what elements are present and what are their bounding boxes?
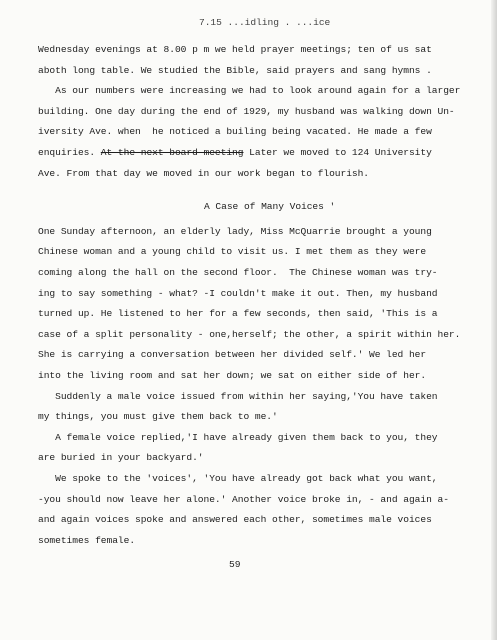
text-line: aboth long table. We studied the Bible, said prayers and sang hymns . <box>38 64 432 76</box>
text-line: coming along the hall on the second floor. The Chinese woman was try- <box>38 267 438 278</box>
text-line: We spoke to the 'voices', 'You have already got back what you want, <box>38 473 438 484</box>
text-line: One Sunday afternoon, an elderly lady, Miss McQuarrie brought a young <box>38 225 432 237</box>
text-line: into the living room and sat her down; we sat on either side of her. <box>38 370 427 381</box>
text-segment: enquiries. <box>38 147 101 158</box>
struck-out-text: At the next board meeting <box>100 147 244 158</box>
text-line: Ave. From that day we moved in our work began to flourish. <box>38 167 370 179</box>
text-line: A female voice replied,'I have already given them back to you, they <box>38 431 438 443</box>
text-line: -you should now leave her alone.' Another voice broke in, - and again a- <box>38 493 449 505</box>
page-edge-shadow <box>491 0 497 640</box>
text-line: sometimes female. <box>38 534 136 546</box>
section-heading: A Case of Many Voices ' <box>204 201 336 213</box>
text-line: ing to say something - what? -I couldn't make it out. Then, my husband <box>38 287 438 299</box>
text-line: As our numbers were increasing we had to look around again for a larger <box>38 85 461 97</box>
text-line: She is carrying a conversation between her divided self.' We led her <box>38 349 427 361</box>
page-header: 7.15 ...idling . ...ice <box>199 17 331 28</box>
text-segment: Later we moved to 124 University <box>243 147 432 158</box>
text-line: iversity Ave. when he noticed a builing being vacated. He made a few <box>38 126 432 138</box>
text-line: case of a split personality - one,herself; the other, a spirit within her. <box>38 328 461 340</box>
text-line: turned up. He listened to her for a few seconds, then said, 'This is a <box>38 308 438 320</box>
text-line: Wednesday evenings at 8.00 p m we held prayer meetings; ten of us sat <box>38 44 432 55</box>
text-line: and again voices spoke and answered each other, sometimes male voices <box>38 514 432 526</box>
text-line: building. One day during the end of 1929, my husband was walking down Un- <box>38 105 455 117</box>
text-line: my things, you must give them back to me.' <box>38 411 278 423</box>
text-line-with-strikethrough <box>38 147 432 159</box>
text-line: are buried in your backyard.' <box>38 452 204 464</box>
text-line: Chinese woman and a young child to visit us. I met them as they were <box>38 246 427 258</box>
page-number: 59 <box>229 559 241 571</box>
text-line: Suddenly a male voice issued from within her saying,'You have taken <box>38 390 438 402</box>
